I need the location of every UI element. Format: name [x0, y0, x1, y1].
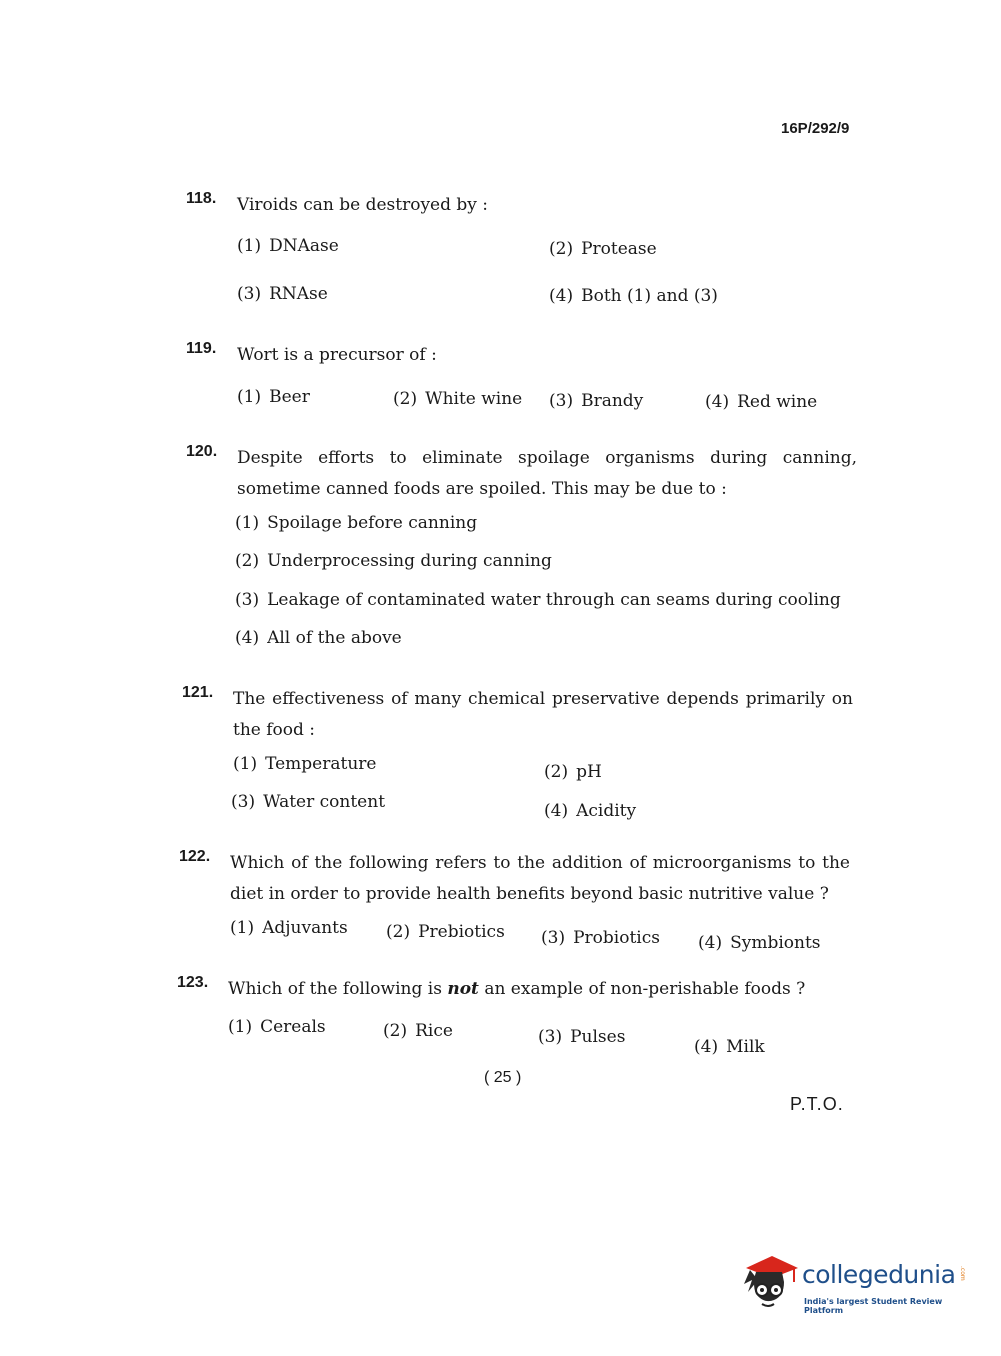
option-2: (2) Rice: [383, 1021, 453, 1041]
option-3: (3) Brandy: [549, 391, 644, 411]
emphasis-not: not: [447, 979, 479, 999]
option-1: (1) Cereals: [228, 1017, 326, 1037]
question-number: 121.: [182, 684, 214, 701]
question-text: Viroids can be destroyed by :: [237, 195, 489, 215]
question-text: Which of the following refers to the addition of microorganisms to the diet in order to provide health benefits beyond basic nutritive value ?: [230, 853, 850, 904]
option-1: (1) Temperature: [233, 754, 377, 774]
option-4: (4) Acidity: [544, 801, 637, 821]
collegedunia-watermark: [742, 1250, 972, 1316]
brand-tagline: India's largest Student Review Platform: [804, 1297, 943, 1315]
question-number: 119.: [186, 340, 217, 357]
option-1: (1) Spoilage before canning: [235, 513, 478, 533]
question-number: 123.: [177, 974, 209, 991]
question-text: Which of the following is not an example of non-perishable foods ?: [228, 979, 806, 999]
option-2: (2) Protease: [549, 239, 657, 259]
option-3: (3) Leakage of contaminated water through can seams during cooling: [235, 590, 841, 610]
option-4: (4) Symbionts: [698, 933, 821, 953]
option-2: (2) pH: [544, 762, 602, 782]
option-3: (3) Pulses: [538, 1027, 626, 1047]
question-text: Despite efforts to eliminate spoilage organisms during canning, sometime canned foods are spoiled. This may be due to :: [237, 448, 857, 499]
option-1: (1) DNAase: [237, 236, 339, 256]
question-number: 120.: [186, 443, 218, 460]
brand-suffix: .com: [959, 1266, 966, 1281]
option-4: (4) Red wine: [705, 392, 818, 412]
option-2: (2) White wine: [393, 389, 523, 409]
option-2: (2) Prebiotics: [386, 922, 505, 942]
option-1: (1) Beer: [237, 387, 310, 407]
pto-label: P.T.O.: [790, 1094, 844, 1114]
option-2: (2) Underprocessing during canning: [235, 551, 552, 571]
question-number: 118.: [186, 190, 217, 207]
page-number: ( 25 ): [484, 1069, 522, 1086]
option-4: (4) All of the above: [235, 628, 402, 648]
option-3: (3) Probiotics: [541, 928, 660, 948]
question-text: Wort is a precursor of :: [237, 345, 437, 365]
question-text: The effectiveness of many chemical preservative depends primarily on the food :: [233, 689, 853, 740]
option-4: (4) Both (1) and (3): [549, 286, 718, 306]
mascot-icon: [742, 1250, 800, 1312]
option-1: (1) Adjuvants: [230, 918, 348, 938]
option-3: (3) RNAse: [237, 284, 328, 304]
question-number: 122.: [179, 848, 211, 865]
option-3: (3) Water content: [231, 792, 386, 812]
brand-name: collegedunia: [802, 1260, 956, 1289]
paper-code: 16P/292/9: [781, 120, 850, 137]
option-4: (4) Milk: [694, 1037, 765, 1057]
